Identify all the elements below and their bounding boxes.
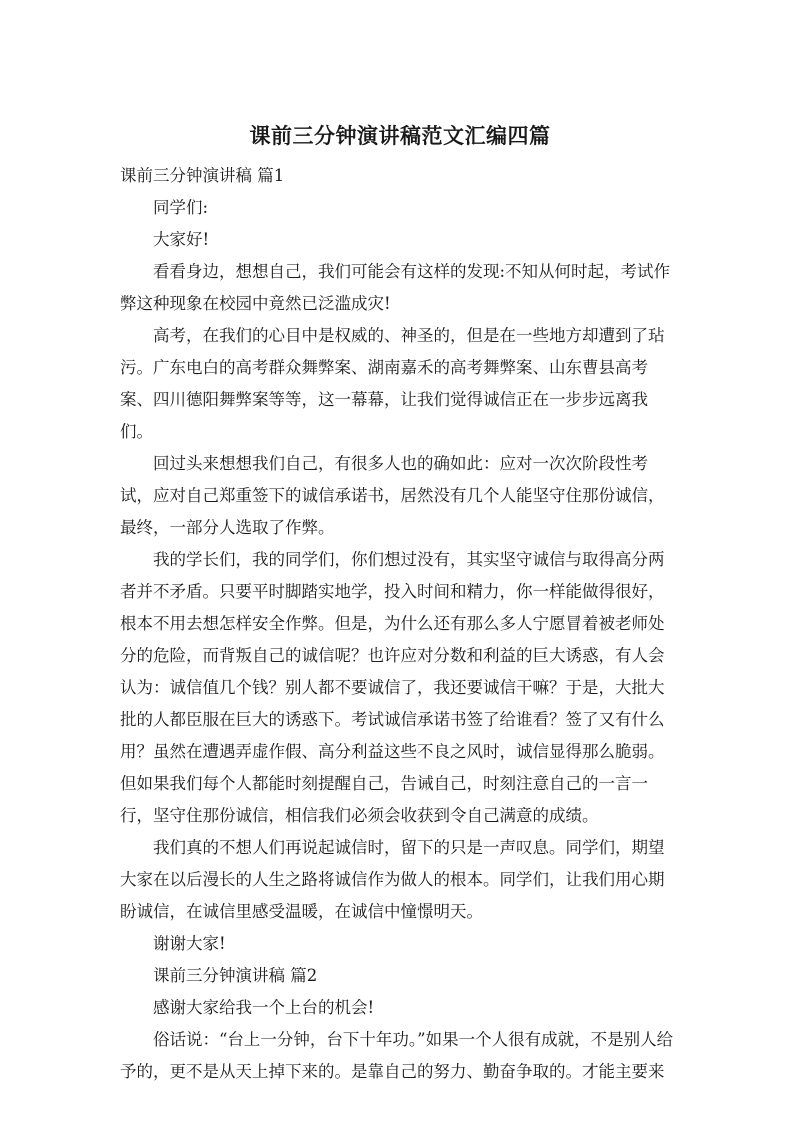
paragraph: 看看身边，想想自己，我们可能会有这样的发现:不知从何时起，考试作弊这种现象在校园中竟然已泛滥成灾!: [120, 262, 671, 313]
paragraph: 谢谢大家!: [153, 934, 226, 953]
document-title: 课前三分钟演讲稿范文汇编四篇: [249, 124, 551, 148]
section-heading: 课前三分钟演讲稿 篇2: [153, 966, 318, 985]
paragraph: 感谢大家给我一个上台的机会!: [153, 998, 375, 1017]
paragraph: 高考，在我们的心目中是权威的、神圣的，但是在一些地方却遭到了玷污。广东电白的高考群众舞弊案、湖南嘉禾的高考舞弊案、山东曹县高考案、四川德阳舞弊案等等，这一幕幕，让我们觉得诚信正在一步步远离我们。: [120, 326, 665, 441]
document-body: [120, 160, 680, 1088]
section-heading: 课前三分钟演讲稿 篇1: [120, 166, 285, 185]
paragraph: 同学们:: [153, 198, 209, 217]
paragraph: 大家好!: [153, 230, 210, 249]
paragraph: 我的学长们，我的同学们，你们想过没有，其实坚守诚信与取得高分两者并不矛盾。只要平时脚踏实地学，投入时间和精力，你一样能做得很好，根本不用去想怎样安全作弊。但是，为什么还有那么多人宁愿冒着被老师处分的危险，而背叛自己的诚信呢？也许应对分数和利益的巨大诱惑，有人会认为：诚信值几个钱？别人都不要诚信了，我还要诚信干嘛？于是，大批大批的人都臣服在巨大的诱惑下。考试诚信承诺书签了给谁看？签了又有什么用？虽然在遭遇弄虚作假、高分利益这些不良之风时，诚信显得那么脆弱。但如果我们每个人都能时刻提醒自己，告诫自己，时刻注意自己的一言一行，坚守住那份诚信，相信我们必须会收获到令自己满意的成绩。: [120, 550, 665, 825]
paragraph: 我们真的不想人们再说起诚信时，留下的只是一声叹息。同学们，期望大家在以后漫长的人生之路将诚信作为做人的根本。同学们，让我们用心期盼诚信，在诚信里感受温暖，在诚信中憧憬明天。: [120, 838, 665, 921]
paragraph: 俗话说：“台上一分钟，台下十年功。”如果一个人很有成就，不是别人给予的，更不是从天上掉下来的。是靠自己的努力、勤奋争取的。才能主要来: [120, 1030, 674, 1081]
paragraph: 回过头来想想我们自己，有很多人也的确如此：应对一次次阶段性考试，应对自己郑重签下的诚信承诺书，居然没有几个人能坚守住那份诚信，最终，一部分人选取了作弊。: [120, 454, 665, 537]
